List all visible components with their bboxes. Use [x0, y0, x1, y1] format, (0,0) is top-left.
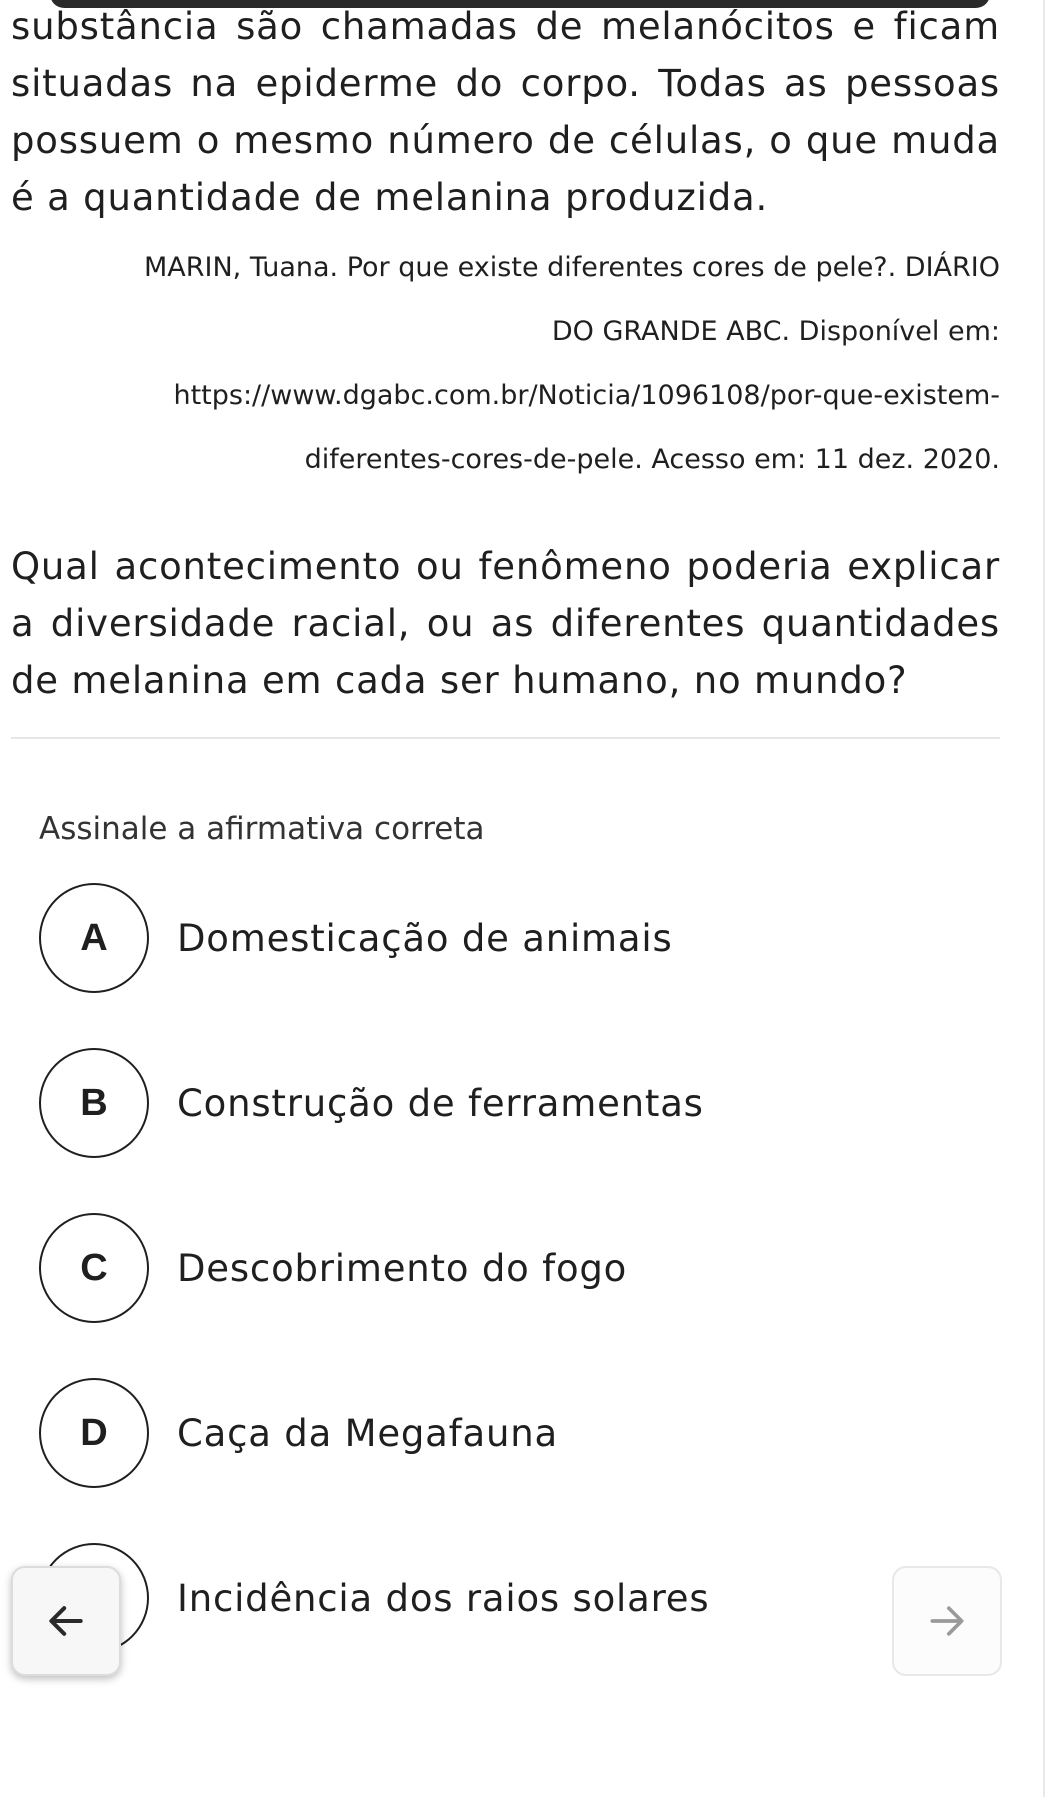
arrow-right-icon	[925, 1599, 969, 1643]
citation-line: diferentes-cores-de-pele. Acesso em: 11 dez. 2020.	[304, 444, 1000, 475]
option-text[interactable]: Incidência dos raios solares	[177, 1576, 710, 1620]
option-letter-badge[interactable]: A	[39, 883, 149, 993]
instruction-label: Assinale a afirmativa correta	[39, 811, 485, 847]
arrow-left-icon	[44, 1599, 88, 1643]
citation-line: https://www.dgabc.com.br/Noticia/1096108/por-que-existem-	[173, 380, 1000, 411]
citation-line: DO GRANDE ABC. Disponível em:	[551, 316, 1000, 347]
option-c[interactable]	[39, 1213, 1000, 1323]
option-letter-badge[interactable]: B	[39, 1048, 149, 1158]
passage-paragraph: substância são chamadas de melanócitos e ficam situadas na epiderme do corpo. Todas as pessoas possuem o mesmo número de células, o que muda é a quantidade de melanina produzida.	[11, 5, 1000, 219]
option-letter-badge[interactable]: C	[39, 1213, 149, 1323]
divider	[11, 737, 1000, 739]
answer-options	[39, 883, 1000, 1653]
previous-button[interactable]	[11, 1566, 121, 1676]
option-e[interactable]	[39, 1543, 1000, 1653]
option-d[interactable]	[39, 1378, 1000, 1488]
option-text[interactable]: Construção de ferramentas	[177, 1081, 704, 1125]
question-text: Qual acontecimento ou fenômeno poderia explicar a diversidade racial, ou as diferentes quantidades de melanina em cada ser humano, no mundo?	[11, 545, 1000, 702]
option-text[interactable]: Descobrimento do fogo	[177, 1246, 628, 1290]
option-letter-badge[interactable]: D	[39, 1378, 149, 1488]
question-content	[11, 0, 1000, 1708]
option-b[interactable]	[39, 1048, 1000, 1158]
next-button[interactable]	[892, 1566, 1002, 1676]
option-text[interactable]: Domesticação de animais	[177, 916, 673, 960]
citation	[11, 236, 1000, 492]
option-a[interactable]	[39, 883, 1000, 993]
option-text[interactable]: Caça da Megafauna	[177, 1411, 558, 1455]
citation-line: MARIN, Tuana. Por que existe diferentes cores de pele?. DIÁRIO	[143, 252, 1000, 283]
